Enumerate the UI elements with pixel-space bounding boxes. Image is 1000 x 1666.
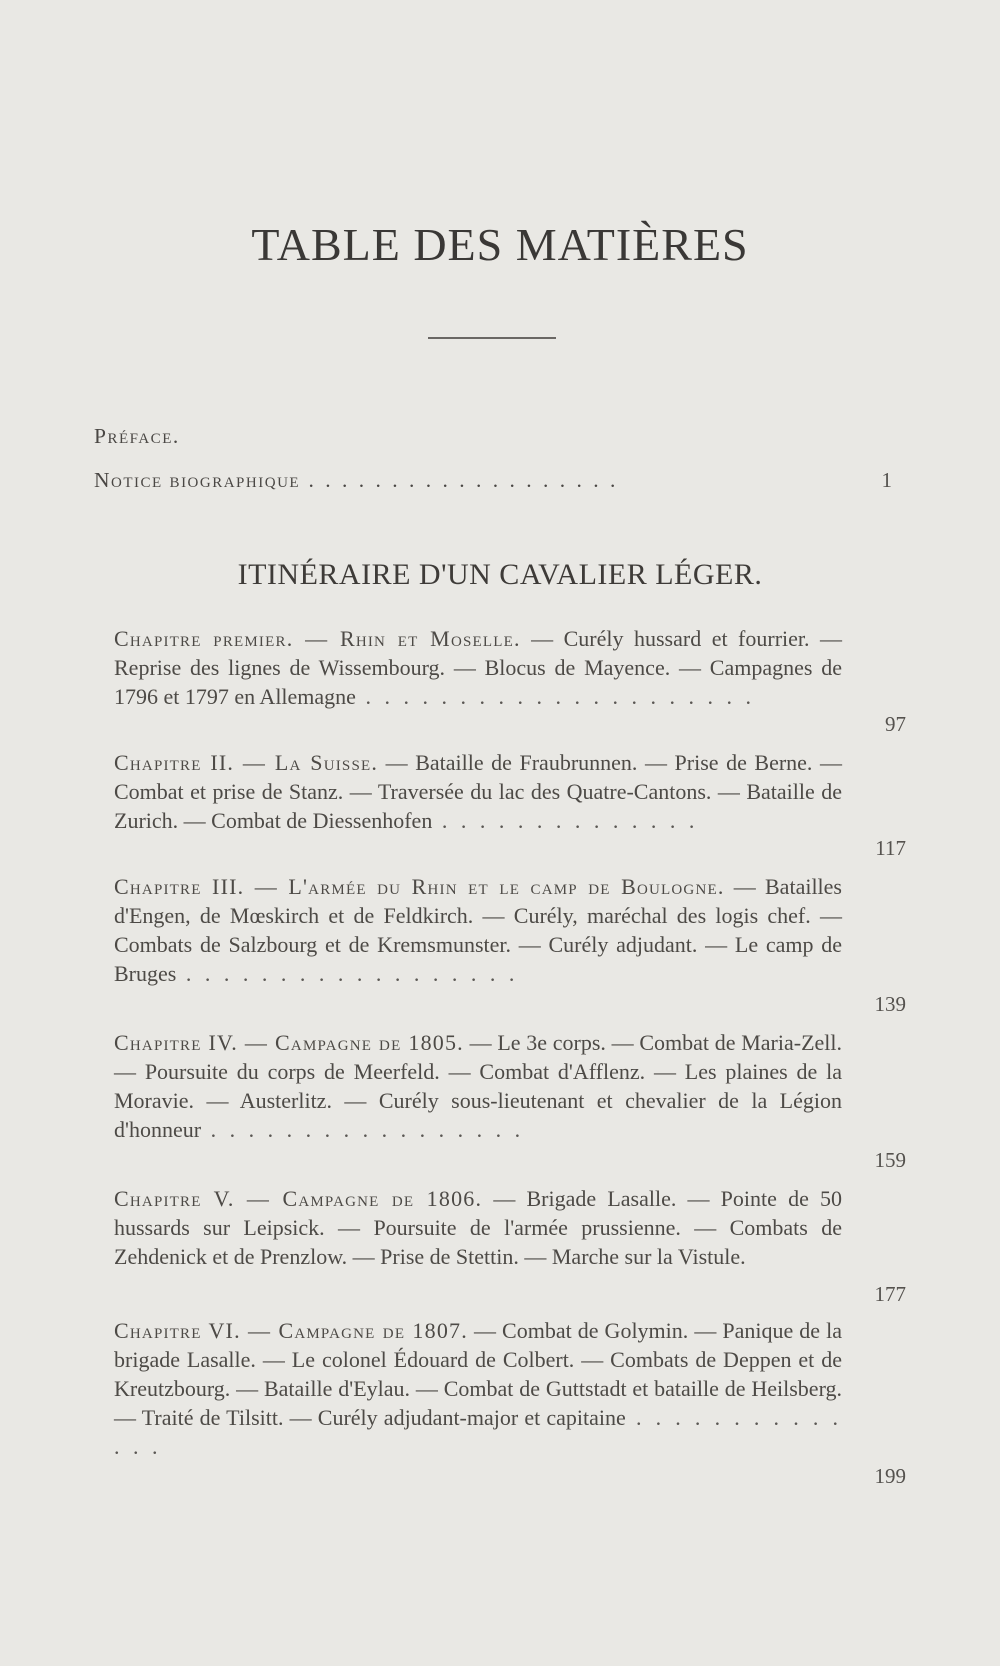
notice-entry <box>94 468 618 493</box>
leader-dots: . . . . . . . . . . . . . . . . . <box>201 1117 525 1142</box>
chapter-summary: — Bataille de Fraubrunnen. — Prise de Berne. — Combat et prise de Stanz. — Traversée du lac des Quatre-Cantons. — Bataille de Zurich. — Combat de Diessenhofen <box>114 750 842 833</box>
leader-dots: . . . . . . . . . . . . . . . . . . <box>176 961 519 986</box>
toc-entry-chapter-4 <box>114 1028 842 1144</box>
page-title: TABLE DES MATIÈRES <box>251 219 749 270</box>
toc-entry-chapter-1 <box>114 624 842 711</box>
chapter-heading: Chapitre VI. — Campagne de 1807. <box>114 1318 468 1343</box>
notice-dots: . . . . . . . . . . . . . . . . . . . <box>300 468 619 492</box>
chapter-summary: — Brigade Lasalle. — Pointe de 50 hussards sur Leipsick. — Poursuite de l'armée prussienne. — Combats de Zehdenick et de Prenzlow. — Prise de Stettin. — Marche sur la Vistule. <box>114 1186 842 1269</box>
chapter-heading: Chapitre IV. — Campagne de 1805. <box>114 1030 464 1055</box>
chapter-page-number: 177 <box>874 1282 906 1306</box>
chapter-page-number: 139 <box>874 992 906 1016</box>
leader-dots: . . . . . . . . . . . . . . <box>432 808 699 833</box>
toc-entry-chapter-6 <box>114 1316 842 1461</box>
chapter-summary: — Batailles d'Engen, de Mœskirch et de Feldkirch. — Curély, maréchal des logis chef. — Combats de Salzbourg et de Kremsmunster. — Curély adjudant. — Le camp de Bruges <box>114 874 842 986</box>
title-divider <box>428 337 556 339</box>
leader-dots: . . . . . . . . . . . . . . <box>114 1405 842 1459</box>
toc-entry-chapter-5 <box>114 1184 842 1271</box>
chapter-heading: Chapitre V. — Campagne de 1806. <box>114 1186 483 1211</box>
chapter-summary: — Le 3e corps. — Combat de Maria-Zell. — Poursuite du corps de Meerfeld. — Combat d'Afflenz. — Les plaines de la Moravie. — Austerlitz. — Curély sous-lieutenant et chevalier de la Légion d'honneur <box>114 1030 842 1142</box>
chapter-page-number: 117 <box>875 836 906 860</box>
chapter-heading: Chapitre premier. — Rhin et Moselle. <box>114 626 521 651</box>
chapter-page-number: 159 <box>874 1148 906 1172</box>
chapter-summary: — Combat de Golymin. — Panique de la brigade Lasalle. — Le colonel Édouard de Colbert. — Combats de Deppen et de Kreutzbourg. — Bataille d'Eylau. — Combat de Guttstadt et bataille de Heilsberg. — Traité de Tilsitt. — Curély adjudant-major et capitaine <box>114 1318 843 1430</box>
chapter-heading: Chapitre III. — L'armée du Rhin et le camp de Boulogne. <box>114 874 725 899</box>
section-title: ITINÉRAIRE D'UN CAVALIER LÉGER. <box>237 558 763 591</box>
preface-entry: Préface. <box>94 424 180 448</box>
chapter-page-number: 199 <box>874 1464 906 1488</box>
notice-label: Notice biographique <box>94 468 301 492</box>
notice-page: 1 <box>881 468 892 492</box>
toc-entry-chapter-2 <box>114 748 842 835</box>
toc-entry-chapter-3 <box>114 872 842 988</box>
chapter-heading: Chapitre II. — La Suisse. <box>114 750 379 775</box>
chapter-summary: — Curély hussard et fourrier. — Reprise des lignes de Wissembourg. — Blocus de Mayence. — Campagnes de 1796 et 1797 en Allemagne <box>114 626 842 709</box>
chapter-page-number: 97 <box>885 712 906 736</box>
leader-dots: . . . . . . . . . . . . . . . . . . . . . <box>355 684 755 709</box>
